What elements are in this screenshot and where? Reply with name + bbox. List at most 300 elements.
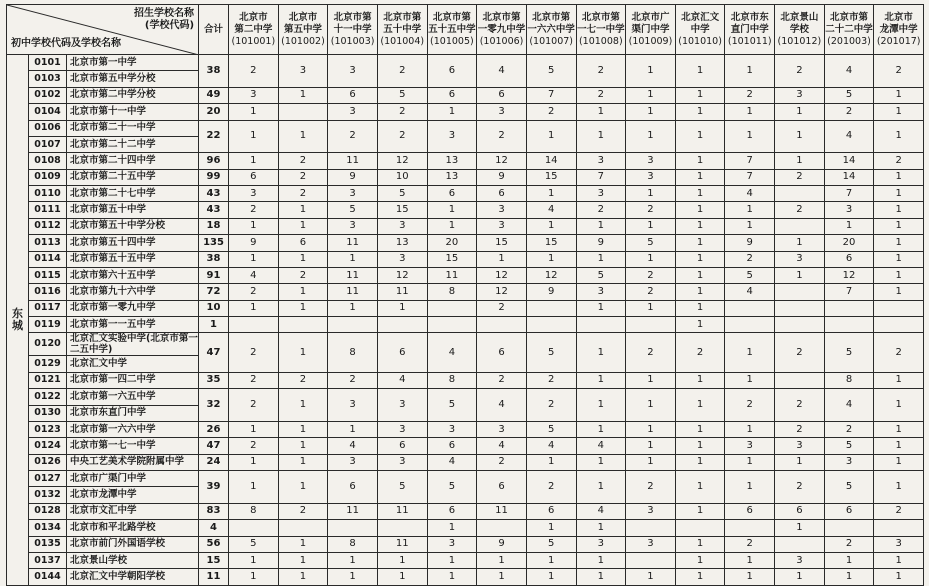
quota-cell: 1 bbox=[229, 153, 279, 169]
quota-cell: 8 bbox=[427, 372, 477, 388]
quota-cell bbox=[328, 520, 378, 536]
quota-cell: 8 bbox=[328, 333, 378, 372]
quota-cell: 3 bbox=[278, 55, 328, 88]
middle-school-code: 0129 bbox=[29, 356, 67, 372]
quota-cell: 2 bbox=[626, 471, 676, 504]
middle-school-code: 0101 bbox=[29, 55, 67, 71]
row-total: 43 bbox=[199, 202, 229, 218]
quota-cell: 2 bbox=[229, 333, 279, 372]
quota-cell bbox=[427, 300, 477, 316]
quota-cell: 1 bbox=[278, 333, 328, 372]
quota-cell: 1 bbox=[278, 471, 328, 504]
quota-cell bbox=[377, 317, 427, 333]
middle-school-name: 北京市第六十五中学 bbox=[67, 267, 199, 283]
quota-cell: 2 bbox=[824, 536, 874, 552]
school-name-part: 一零九中学 bbox=[477, 23, 526, 35]
quota-cell: 3 bbox=[229, 87, 279, 103]
table-row bbox=[7, 421, 924, 437]
quota-cell: 1 bbox=[874, 389, 924, 422]
row-total: 1 bbox=[199, 317, 229, 333]
quota-cell: 1 bbox=[874, 104, 924, 120]
school-code: (101012) bbox=[777, 35, 822, 47]
quota-cell: 1 bbox=[526, 454, 576, 470]
quota-cell: 2 bbox=[775, 421, 825, 437]
quota-cell: 1 bbox=[626, 454, 676, 470]
quota-cell: 3 bbox=[328, 454, 378, 470]
quota-cell: 12 bbox=[526, 267, 576, 283]
quota-cell bbox=[824, 317, 874, 333]
quota-cell: 4 bbox=[576, 438, 626, 454]
middle-school-code: 0103 bbox=[29, 71, 67, 87]
table-row bbox=[7, 55, 924, 71]
quota-cell: 1 bbox=[626, 251, 676, 267]
quota-cell: 1 bbox=[477, 552, 527, 568]
quota-cell: 1 bbox=[427, 104, 477, 120]
quota-cell: 1 bbox=[874, 218, 924, 234]
row-total: 18 bbox=[199, 218, 229, 234]
quota-cell: 5 bbox=[824, 471, 874, 504]
row-total: 38 bbox=[199, 55, 229, 88]
quota-cell bbox=[874, 520, 924, 536]
quota-cell: 6 bbox=[377, 438, 427, 454]
quota-cell: 1 bbox=[874, 235, 924, 251]
school-code: (201017) bbox=[876, 35, 921, 47]
quota-cell: 1 bbox=[725, 454, 775, 470]
quota-cell bbox=[775, 186, 825, 202]
quota-cell: 1 bbox=[626, 104, 676, 120]
quota-cell: 2 bbox=[477, 300, 527, 316]
quota-cell: 5 bbox=[377, 471, 427, 504]
quota-cell: 1 bbox=[477, 251, 527, 267]
quota-cell: 1 bbox=[824, 569, 874, 585]
middle-school-name: 北京汇文实验中学(北京市第一二五中学) bbox=[67, 333, 199, 356]
quota-cell: 1 bbox=[675, 372, 725, 388]
quota-cell: 2 bbox=[626, 333, 676, 372]
quota-cell: 3 bbox=[377, 421, 427, 437]
middle-school-name: 北京市第一一五中学 bbox=[67, 317, 199, 333]
quota-cell: 1 bbox=[675, 536, 725, 552]
middle-school-code: 0135 bbox=[29, 536, 67, 552]
row-total: 10 bbox=[199, 300, 229, 316]
quota-cell: 3 bbox=[576, 153, 626, 169]
quota-cell: 5 bbox=[377, 186, 427, 202]
school-code: (101004) bbox=[380, 35, 425, 47]
middle-school-code: 0117 bbox=[29, 300, 67, 316]
quota-cell: 14 bbox=[824, 153, 874, 169]
quota-cell: 1 bbox=[675, 471, 725, 504]
middle-school-name: 北京市和平北路学校 bbox=[67, 520, 199, 536]
quota-cell: 8 bbox=[229, 503, 279, 519]
middle-school-code: 0119 bbox=[29, 317, 67, 333]
table-row bbox=[7, 218, 924, 234]
quota-cell: 1 bbox=[626, 300, 676, 316]
quota-cell: 11 bbox=[328, 284, 378, 300]
quota-cell: 15 bbox=[377, 202, 427, 218]
quota-cell: 1 bbox=[576, 421, 626, 437]
school-name-part: 北京景山 bbox=[780, 11, 819, 23]
quota-cell: 3 bbox=[775, 552, 825, 568]
quota-cell: 1 bbox=[675, 317, 725, 333]
corner-top-line2: (学校代码) bbox=[144, 20, 195, 31]
table-row bbox=[7, 284, 924, 300]
quota-cell: 1 bbox=[576, 333, 626, 372]
quota-cell: 6 bbox=[427, 55, 477, 88]
quota-cell: 1 bbox=[576, 569, 626, 585]
row-total: 20 bbox=[199, 104, 229, 120]
quota-cell: 15 bbox=[526, 235, 576, 251]
quota-cell: 3 bbox=[427, 421, 477, 437]
quota-cell: 1 bbox=[725, 372, 775, 388]
quota-cell: 15 bbox=[427, 251, 477, 267]
middle-school-code: 0116 bbox=[29, 284, 67, 300]
quota-cell bbox=[775, 317, 825, 333]
middle-school-name: 北京市东直门中学 bbox=[67, 405, 199, 421]
quota-cell: 15 bbox=[526, 169, 576, 185]
quota-cell: 1 bbox=[278, 251, 328, 267]
school-code: (101010) bbox=[678, 35, 722, 47]
quota-cell: 1 bbox=[526, 186, 576, 202]
quota-cell: 9 bbox=[725, 235, 775, 251]
quota-cell: 1 bbox=[775, 153, 825, 169]
middle-school-code: 0144 bbox=[29, 569, 67, 585]
table-row bbox=[7, 454, 924, 470]
quota-cell: 2 bbox=[526, 372, 576, 388]
school-header-101007 bbox=[526, 5, 576, 55]
quota-cell: 5 bbox=[824, 333, 874, 372]
school-header-101009 bbox=[626, 5, 676, 55]
middle-school-name: 北京市第一四二中学 bbox=[67, 372, 199, 388]
middle-school-code: 0108 bbox=[29, 153, 67, 169]
middle-school-name: 北京市第二中学分校 bbox=[67, 87, 199, 103]
quota-cell: 1 bbox=[229, 104, 279, 120]
quota-cell: 2 bbox=[725, 251, 775, 267]
middle-school-name: 北京市第二十四中学 bbox=[67, 153, 199, 169]
quota-cell: 3 bbox=[874, 536, 924, 552]
row-total: 38 bbox=[199, 251, 229, 267]
quota-cell: 4 bbox=[377, 372, 427, 388]
quota-cell: 1 bbox=[576, 372, 626, 388]
school-name-part: 学校 bbox=[789, 23, 809, 35]
school-code: (101009) bbox=[628, 35, 673, 47]
quota-cell: 8 bbox=[427, 284, 477, 300]
quota-cell: 5 bbox=[377, 87, 427, 103]
row-total: 96 bbox=[199, 153, 229, 169]
school-name-part: 五十五中学 bbox=[428, 23, 476, 35]
quota-cell: 1 bbox=[675, 55, 725, 88]
quota-cell bbox=[775, 536, 825, 552]
quota-cell: 1 bbox=[675, 421, 725, 437]
table-row bbox=[7, 87, 924, 103]
school-name-part: 北京市第 bbox=[432, 11, 471, 23]
quota-cell bbox=[477, 317, 527, 333]
quota-cell: 1 bbox=[278, 218, 328, 234]
middle-school-name: 北京市第五十中学分校 bbox=[67, 218, 199, 234]
middle-school-name: 北京汇文中学 bbox=[67, 356, 199, 372]
quota-cell: 2 bbox=[775, 389, 825, 422]
middle-school-name: 北京市第五十四中学 bbox=[67, 235, 199, 251]
quota-cell: 2 bbox=[576, 55, 626, 88]
row-total: 56 bbox=[199, 536, 229, 552]
quota-cell: 3 bbox=[328, 389, 378, 422]
quota-cell: 2 bbox=[229, 202, 279, 218]
row-total: 39 bbox=[199, 471, 229, 504]
quota-cell: 1 bbox=[626, 218, 676, 234]
table-row bbox=[7, 503, 924, 519]
quota-cell bbox=[229, 317, 279, 333]
quota-cell: 3 bbox=[377, 454, 427, 470]
quota-cell: 1 bbox=[278, 569, 328, 585]
school-header-201003 bbox=[824, 5, 874, 55]
middle-school-code: 0114 bbox=[29, 251, 67, 267]
corner-top-label bbox=[134, 8, 194, 32]
quota-cell: 1 bbox=[725, 120, 775, 153]
quota-cell: 4 bbox=[824, 55, 874, 88]
corner-header-cell bbox=[7, 5, 199, 55]
quota-cell: 1 bbox=[427, 218, 477, 234]
quota-cell bbox=[377, 520, 427, 536]
quota-cell bbox=[626, 520, 676, 536]
school-name-part: 一七一中学 bbox=[577, 23, 625, 35]
quota-cell: 1 bbox=[675, 153, 725, 169]
quota-cell: 1 bbox=[874, 251, 924, 267]
quota-cell: 11 bbox=[328, 267, 378, 283]
quota-cell: 1 bbox=[526, 569, 576, 585]
row-total: 11 bbox=[199, 569, 229, 585]
quota-cell bbox=[278, 104, 328, 120]
quota-cell: 2 bbox=[229, 372, 279, 388]
table-row bbox=[7, 520, 924, 536]
table-row bbox=[7, 120, 924, 136]
quota-cell: 5 bbox=[576, 267, 626, 283]
middle-school-code: 0123 bbox=[29, 421, 67, 437]
quota-cell: 1 bbox=[576, 471, 626, 504]
row-total: 35 bbox=[199, 372, 229, 388]
quota-cell: 1 bbox=[328, 569, 378, 585]
table-row bbox=[7, 471, 924, 487]
row-total: 72 bbox=[199, 284, 229, 300]
quota-cell: 10 bbox=[377, 169, 427, 185]
quota-cell: 1 bbox=[675, 267, 725, 283]
quota-cell: 6 bbox=[278, 235, 328, 251]
quota-cell: 1 bbox=[775, 104, 825, 120]
quota-cell: 1 bbox=[626, 438, 676, 454]
quota-cell: 1 bbox=[278, 421, 328, 437]
school-code: (101002) bbox=[281, 35, 325, 47]
quota-cell: 2 bbox=[675, 333, 725, 372]
quota-cell: 3 bbox=[427, 120, 477, 153]
quota-cell: 1 bbox=[675, 569, 725, 585]
quota-cell: 8 bbox=[824, 372, 874, 388]
quota-cell: 2 bbox=[626, 267, 676, 283]
row-total: 43 bbox=[199, 186, 229, 202]
school-name-part: 北京市第 bbox=[830, 11, 869, 23]
quota-cell: 1 bbox=[626, 87, 676, 103]
quota-cell: 6 bbox=[427, 438, 477, 454]
quota-cell bbox=[626, 552, 676, 568]
quota-cell: 12 bbox=[477, 267, 527, 283]
school-name-part: 渠门中学 bbox=[631, 23, 670, 35]
row-total: 15 bbox=[199, 552, 229, 568]
quota-cell: 3 bbox=[328, 186, 378, 202]
quota-cell: 1 bbox=[526, 218, 576, 234]
middle-school-name: 北京市第五中学分校 bbox=[67, 71, 199, 87]
school-name-part: 北京市 bbox=[239, 11, 268, 23]
school-name-part: 北京市东 bbox=[730, 11, 769, 23]
quota-cell: 4 bbox=[824, 120, 874, 153]
quota-cell: 5 bbox=[526, 421, 576, 437]
school-header-101010 bbox=[675, 5, 725, 55]
middle-school-code: 0121 bbox=[29, 372, 67, 388]
middle-school-code: 0104 bbox=[29, 104, 67, 120]
quota-cell: 1 bbox=[427, 520, 477, 536]
quota-cell: 2 bbox=[377, 55, 427, 88]
school-code: (101006) bbox=[479, 35, 524, 47]
quota-cell: 4 bbox=[526, 438, 576, 454]
quota-cell: 1 bbox=[725, 55, 775, 88]
quota-cell: 1 bbox=[576, 104, 626, 120]
quota-cell: 6 bbox=[477, 333, 527, 372]
quota-cell: 1 bbox=[725, 202, 775, 218]
middle-school-name: 北京景山学校 bbox=[67, 552, 199, 568]
quota-cell: 1 bbox=[229, 251, 279, 267]
quota-cell: 3 bbox=[377, 389, 427, 422]
quota-cell: 3 bbox=[229, 186, 279, 202]
middle-school-code: 0113 bbox=[29, 235, 67, 251]
quota-cell: 1 bbox=[626, 569, 676, 585]
school-name-part: 北京汇文 bbox=[681, 11, 720, 23]
quota-cell: 1 bbox=[526, 520, 576, 536]
quota-cell: 11 bbox=[328, 235, 378, 251]
school-code: (101011) bbox=[727, 35, 772, 47]
quota-cell: 2 bbox=[328, 372, 378, 388]
quota-cell: 1 bbox=[278, 87, 328, 103]
quota-cell: 1 bbox=[278, 438, 328, 454]
row-total: 135 bbox=[199, 235, 229, 251]
quota-cell bbox=[874, 300, 924, 316]
quota-cell: 1 bbox=[675, 186, 725, 202]
table-row bbox=[7, 333, 924, 356]
quota-cell: 1 bbox=[675, 218, 725, 234]
quota-cell: 1 bbox=[675, 202, 725, 218]
table-row bbox=[7, 202, 924, 218]
school-name-part: 五十中学 bbox=[383, 23, 422, 35]
quota-cell: 2 bbox=[278, 186, 328, 202]
quota-cell bbox=[775, 218, 825, 234]
quota-cell: 3 bbox=[377, 251, 427, 267]
school-name-part: 北京市 bbox=[884, 11, 913, 23]
quota-cell bbox=[526, 300, 576, 316]
school-header-101002 bbox=[278, 5, 328, 55]
quota-cell: 1 bbox=[229, 120, 279, 153]
quota-cell: 9 bbox=[526, 284, 576, 300]
quota-cell: 2 bbox=[725, 87, 775, 103]
middle-school-code: 0122 bbox=[29, 389, 67, 405]
quota-cell: 2 bbox=[526, 389, 576, 422]
quota-cell: 1 bbox=[278, 284, 328, 300]
middle-school-code: 0134 bbox=[29, 520, 67, 536]
quota-cell: 14 bbox=[526, 153, 576, 169]
quota-cell: 5 bbox=[229, 536, 279, 552]
middle-school-name: 北京市广渠门中学 bbox=[67, 471, 199, 487]
quota-cell: 4 bbox=[526, 202, 576, 218]
quota-cell bbox=[278, 317, 328, 333]
quota-cell: 1 bbox=[874, 202, 924, 218]
quota-cell: 1 bbox=[775, 267, 825, 283]
quota-cell: 1 bbox=[775, 569, 825, 585]
quota-cell: 5 bbox=[526, 536, 576, 552]
quota-cell: 1 bbox=[675, 235, 725, 251]
quota-cell: 1 bbox=[675, 120, 725, 153]
quota-cell: 1 bbox=[675, 503, 725, 519]
middle-school-code: 0115 bbox=[29, 267, 67, 283]
quota-cell: 1 bbox=[874, 186, 924, 202]
quota-cell: 20 bbox=[824, 235, 874, 251]
table-row bbox=[7, 169, 924, 185]
middle-school-code: 0107 bbox=[29, 136, 67, 152]
quota-cell: 2 bbox=[775, 55, 825, 88]
middle-school-code: 0110 bbox=[29, 186, 67, 202]
school-name-part: 中学 bbox=[690, 23, 710, 35]
school-code: (101003) bbox=[330, 35, 375, 47]
quota-cell: 11 bbox=[477, 503, 527, 519]
middle-school-name: 北京市第一中学 bbox=[67, 55, 199, 71]
quota-cell: 1 bbox=[328, 421, 378, 437]
quota-cell: 3 bbox=[328, 104, 378, 120]
quota-cell: 6 bbox=[725, 503, 775, 519]
row-total: 26 bbox=[199, 421, 229, 437]
quota-cell: 2 bbox=[278, 267, 328, 283]
quota-cell bbox=[775, 300, 825, 316]
table-row bbox=[7, 372, 924, 388]
quota-cell: 3 bbox=[824, 202, 874, 218]
quota-cell: 9 bbox=[477, 169, 527, 185]
quota-cell: 2 bbox=[626, 202, 676, 218]
table-row bbox=[7, 186, 924, 202]
quota-cell: 5 bbox=[526, 55, 576, 88]
quota-cell: 1 bbox=[775, 454, 825, 470]
quota-cell: 1 bbox=[328, 251, 378, 267]
corner-top-line1: 招生学校名称 bbox=[134, 8, 195, 19]
quota-cell: 2 bbox=[526, 104, 576, 120]
table-row bbox=[7, 300, 924, 316]
quota-cell: 5 bbox=[427, 471, 477, 504]
header-row bbox=[7, 5, 924, 55]
quota-cell: 5 bbox=[824, 438, 874, 454]
quota-cell: 1 bbox=[229, 552, 279, 568]
school-name-part: 十一中学 bbox=[333, 23, 372, 35]
school-code: (101005) bbox=[430, 35, 474, 47]
quota-cell: 1 bbox=[874, 372, 924, 388]
quota-cell: 8 bbox=[328, 536, 378, 552]
quota-cell bbox=[675, 520, 725, 536]
quota-cell: 3 bbox=[328, 218, 378, 234]
middle-school-code: 0128 bbox=[29, 503, 67, 519]
quota-cell: 6 bbox=[824, 503, 874, 519]
quota-cell: 3 bbox=[775, 438, 825, 454]
quota-cell: 4 bbox=[477, 389, 527, 422]
table-row bbox=[7, 235, 924, 251]
quota-cell: 2 bbox=[377, 104, 427, 120]
quota-cell: 2 bbox=[229, 389, 279, 422]
corner-bottom-label: 初中学校代码及学校名称 bbox=[11, 38, 121, 49]
quota-cell: 4 bbox=[576, 503, 626, 519]
quota-cell: 5 bbox=[328, 202, 378, 218]
quota-cell: 2 bbox=[576, 87, 626, 103]
quota-cell: 1 bbox=[278, 552, 328, 568]
school-code: (101001) bbox=[231, 35, 276, 47]
quota-cell: 1 bbox=[725, 552, 775, 568]
quota-cell: 12 bbox=[824, 267, 874, 283]
